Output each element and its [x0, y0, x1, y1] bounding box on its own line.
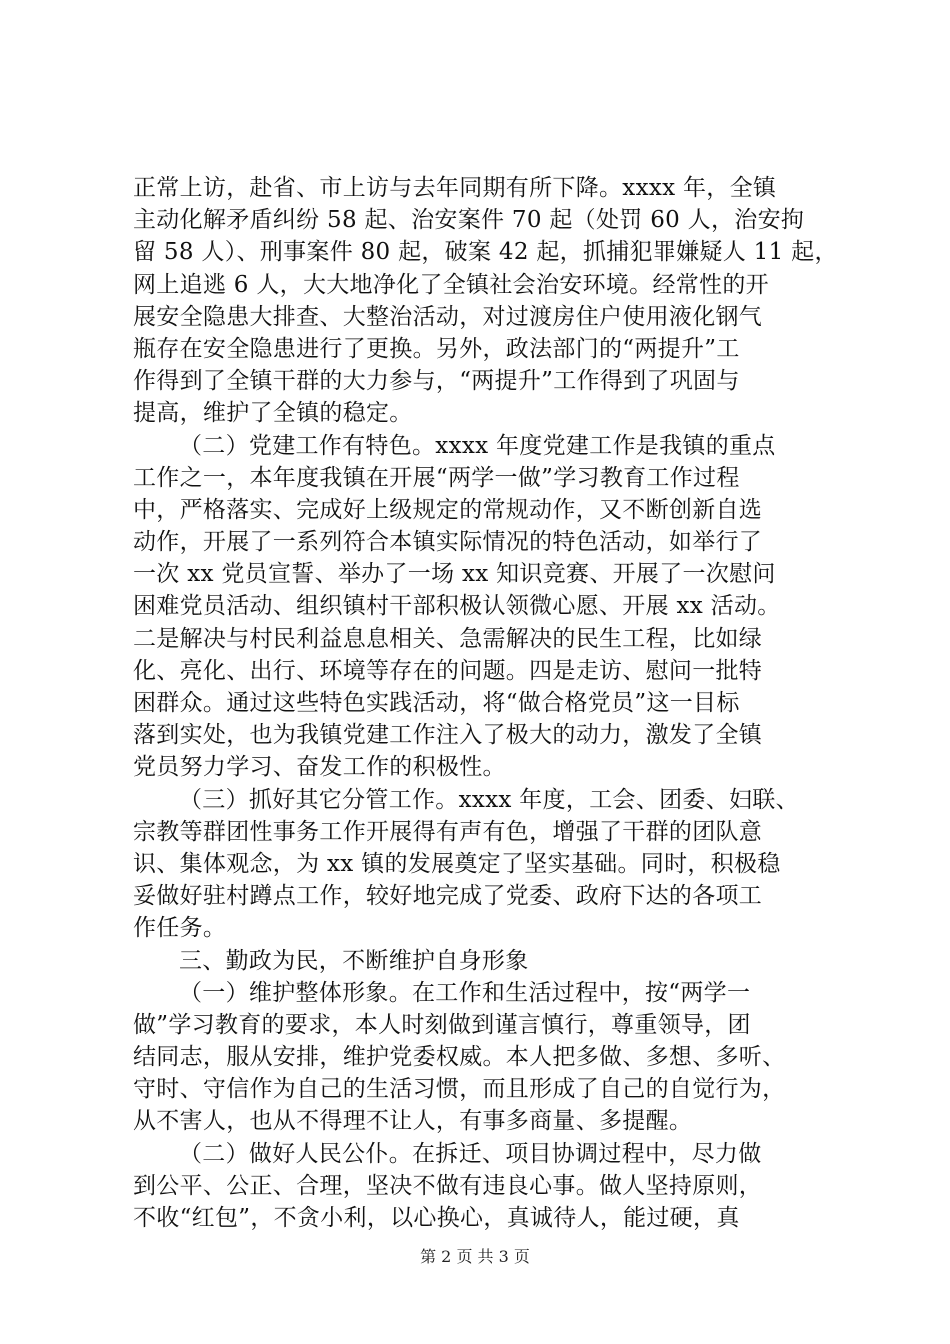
text-line: 从不害人，也从不得理不让人，有事多商量、多提醒。 [133, 1108, 693, 1135]
text-line: 化、亮化、出行、环境等存在的问题。四是走访、慰问一批特 [133, 657, 763, 684]
text-line: （一）维护整体形象。在工作和生活过程中，按“两学一 [179, 979, 751, 1006]
text-line: 妥做好驻村蹲点工作，较好地完成了党委、政府下达的各项工 [133, 883, 763, 910]
text-line: 作得到了全镇干群的大力参与，“两提升”工作得到了巩固与 [133, 368, 740, 395]
text-line: 守时、守信作为自己的生活习惯，而且形成了自己的自觉行为， [133, 1076, 786, 1103]
page-footer: 第 2 页 共 3 页 [420, 1247, 530, 1266]
text-line: 落到实处，也为我镇党建工作注入了极大的动力，激发了全镇 [133, 722, 763, 749]
text-line: 作任务。 [133, 915, 227, 942]
text-line: 工作之一，本年度我镇在开展“两学一做”学习教育工作过程 [133, 464, 740, 491]
text-line: 困群众。通过这些特色实践活动，将“做合格党员”这一目标 [133, 690, 740, 716]
text-line: 困难党员活动、组织镇村干部积极认领微心愿、开展 xx 活动。 [133, 593, 781, 620]
text-line: 宗教等群团性事务工作开展得有声有色，增强了干群的团队意 [133, 818, 763, 845]
text-line: 三、勤政为民，不断维护自身形象 [179, 947, 529, 974]
text-line: 瓶存在安全隐患进行了更换。另外，政法部门的“两提升”工 [133, 335, 740, 362]
text-line: （二）做好人民公仆。在拆迁、项目协调过程中，尽力做 [179, 1140, 762, 1167]
text-line: （二）党建工作有特色。xxxx 年度党建工作是我镇的重点 [179, 432, 776, 459]
text-line: 正常上访，赴省、市上访与去年同期有所下降。xxxx 年，全镇 [133, 175, 777, 201]
text-line: 二是解决与村民利益息息相关、急需解决的民生工程，比如绿 [133, 625, 763, 652]
text-line: 识、集体观念，为 xx 镇的发展奠定了坚实基础。同时，积极稳 [133, 850, 781, 877]
text-line: 网上追逃 6 人，大大地净化了全镇社会治安环境。经常性的开 [133, 271, 769, 298]
text-line: 留 58 人）、刑事案件 80 起，破案 42 起，抓捕犯罪嫌疑人 11 起， [133, 239, 838, 266]
text-line: 结同志，服从安排，维护党委权威。本人把多做、多想、多听、 [133, 1044, 786, 1071]
text-line: 提高，维护了全镇的稳定。 [133, 400, 413, 427]
text-line: 不收“红包”，不贪小利，以心换心，真诚待人，能过硬，真 [133, 1205, 740, 1231]
body-text [133, 172, 838, 1234]
text-line: 展安全隐患大排查、大整治活动，对过渡房住户使用液化钢气 [133, 303, 763, 330]
text-line: 做”学习教育的要求，本人时刻做到谨言慎行，尊重领导，团 [133, 1011, 751, 1038]
text-line: （三）抓好其它分管工作。xxxx 年度，工会、团委、妇联、 [179, 786, 799, 813]
text-line: 一次 xx 党员宣誓、举办了一场 xx 知识竞赛、开展了一次慰问 [133, 561, 776, 588]
text-line: 到公平、公正、合理，坚决不做有违良心事。做人坚持原则， [133, 1172, 763, 1199]
text-line: 主动化解矛盾纠纷 58 起、治安案件 70 起（处罚 60 人，治安拘 [133, 207, 805, 234]
text-line: 中，严格落实、完成好上级规定的常规动作，又不断创新自选 [133, 496, 763, 523]
text-line: 动作，开展了一系列符合本镇实际情况的特色活动，如举行了 [133, 529, 763, 556]
text-line: 党员努力学习、奋发工作的积极性。 [133, 754, 506, 781]
